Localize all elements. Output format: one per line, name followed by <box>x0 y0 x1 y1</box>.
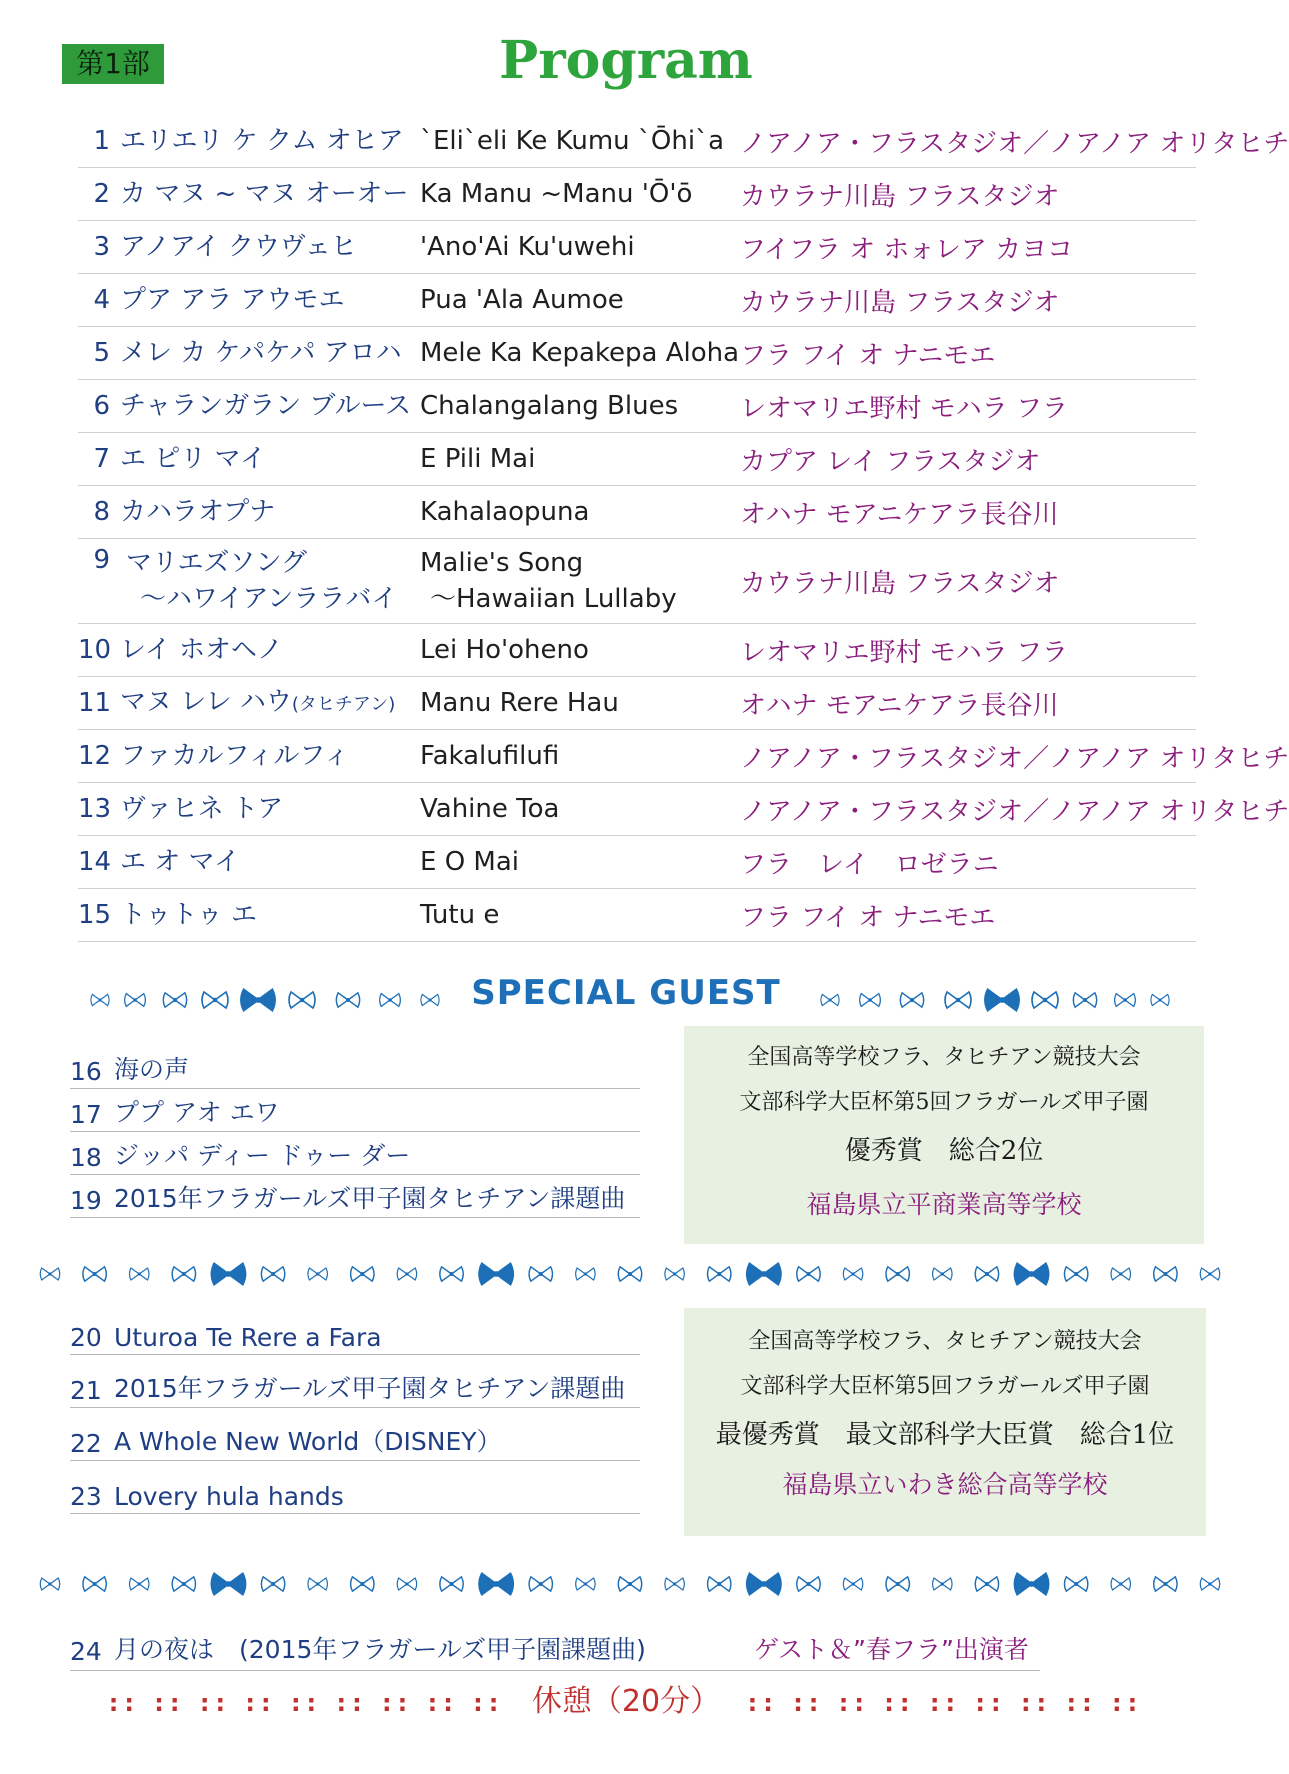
award-school: 福島県立平商業高等学校 <box>806 1190 1082 1219</box>
program-title-en: Chalangalang Blues <box>420 391 679 421</box>
award-box-2 <box>684 1308 1206 1536</box>
bow-ornament-icon <box>261 1577 284 1591</box>
bow-ornament-icon <box>618 1577 641 1591</box>
program-row <box>78 115 1289 168</box>
program-title-ja: エ オ マイ <box>120 847 241 877</box>
program-performer: カウラナ川島 フラスタジオ <box>740 568 1060 599</box>
guest-item-number: 23 <box>70 1482 102 1511</box>
bow-ornament-icon <box>886 1267 909 1281</box>
ornament-divider-middle <box>40 1254 1220 1294</box>
program-title-ja <box>120 545 420 617</box>
award-school: 福島県立いわき総合高等学校 <box>782 1470 1108 1499</box>
bow-ornament-icon <box>933 1268 953 1280</box>
bow-ornament-icon <box>529 1577 552 1591</box>
guest-item-title: 2015年フラガールズ甲子園タヒチアン課題曲 <box>114 1374 626 1403</box>
program-row <box>78 836 1196 889</box>
page-title: Program <box>499 30 753 91</box>
program-number: 15 <box>78 900 112 930</box>
program-title-en-line2: 〜Hawaiian Lullaby <box>430 584 677 614</box>
program-row <box>78 221 1196 274</box>
bow-ornament-icon <box>708 1267 731 1281</box>
program-row <box>78 433 1196 486</box>
program-title-ja <box>120 684 420 723</box>
bow-ornament-icon <box>1200 1578 1220 1590</box>
program-title-ja-line1: マリエズソング <box>126 548 307 578</box>
program-title-en: E Pili Mai <box>420 444 536 474</box>
guest-item-number: 16 <box>70 1057 102 1086</box>
award-line-1: 全国高等学校フラ、タヒチアン競技大会 <box>747 1045 1141 1070</box>
program-title-ja: メレ カ ケパケパ アロハ <box>120 338 402 368</box>
bow-ornament-icon <box>975 1577 998 1591</box>
program-title-en: Mele Ka Kepakepa Aloha <box>420 338 740 368</box>
award-line-3: 優秀賞 総合2位 <box>844 1136 1044 1166</box>
bow-ornament-icon <box>440 1577 463 1591</box>
finale-performers: ゲスト＆”春フラ”出演者 <box>754 1635 1029 1664</box>
program-row <box>78 889 1196 942</box>
bow-ornament-icon <box>1154 1267 1177 1281</box>
program-performer: フラ フイ オ ナニモエ <box>740 902 996 933</box>
program-title-en: Fakalufilufi <box>420 741 560 771</box>
guest-item-title: 海の声 <box>114 1055 190 1084</box>
program-title-en: Ka Manu ~Manu 'Ō'ō <box>420 179 693 209</box>
program-number: 1 <box>93 126 110 156</box>
bow-ornament-icon <box>40 1268 60 1280</box>
guest-item-number: 20 <box>70 1323 102 1352</box>
bow-ornament-icon <box>83 1577 106 1591</box>
program-number: 10 <box>78 635 112 665</box>
program-title-ja: ファカルフィルフィ <box>120 741 350 771</box>
guest-item-title: ププ アオ エワ <box>114 1098 280 1127</box>
program-performer: ノアノア・フラスタジオ／ノアノア オリタヒチ <box>740 128 1289 159</box>
bow-ornament-icon <box>1064 1577 1087 1591</box>
bow-ornament-icon <box>212 1574 246 1595</box>
program-number: 11 <box>78 688 112 718</box>
bow-ornament-icon <box>618 1267 641 1281</box>
finale-number: 24 <box>70 1637 102 1666</box>
bow-ornament-icon <box>747 1574 781 1595</box>
program-title-en <box>420 545 740 617</box>
award-line-1: 全国高等学校フラ、タヒチアン競技大会 <box>748 1329 1142 1354</box>
program-number: 3 <box>93 232 110 262</box>
program-row <box>78 539 1196 624</box>
bow-ornament-icon <box>308 1578 328 1590</box>
guest-item-title: ジッパ ディー ドゥー ダー <box>114 1141 411 1170</box>
program-number: 2 <box>93 179 110 209</box>
guest-item-number: 18 <box>70 1143 102 1172</box>
program-number: 13 <box>78 794 112 824</box>
intermission-dots-right: :: :: :: :: :: :: :: :: :: <box>747 1689 1144 1717</box>
program-number: 14 <box>78 847 112 877</box>
bow-ornament-icon <box>129 1268 149 1280</box>
bow-ornament-icon <box>665 1578 685 1590</box>
program-title-ja: カハラオプナ <box>120 497 276 527</box>
bow-ornament-icon <box>797 1267 820 1281</box>
program-row <box>78 783 1289 836</box>
guest-item <box>70 1132 640 1175</box>
guest-item-number: 19 <box>70 1186 102 1215</box>
bow-ornament-icon <box>172 1267 195 1281</box>
program-title-ja: ヴァヒネ トア <box>120 794 284 824</box>
program-number: 7 <box>93 444 110 474</box>
guest-item <box>70 1306 640 1355</box>
program-title-en: 'Ano'Ai Ku'uwehi <box>420 232 635 262</box>
bow-ornament-icon <box>933 1578 953 1590</box>
program-title-en: E O Mai <box>420 847 520 877</box>
program-title-en: Kahalaopuna <box>420 497 590 527</box>
guest-item <box>70 1408 640 1461</box>
program-row <box>78 677 1196 730</box>
intermission-label: 休憩（20分） <box>531 1684 721 1719</box>
program-performer: レオマリエ野村 モハラ フラ <box>740 393 1069 424</box>
bow-ornament-icon <box>440 1267 463 1281</box>
special-guest-label: SPECIAL GUEST <box>471 973 781 1013</box>
program-performer: カプア レイ フラスタジオ <box>740 446 1041 477</box>
bow-ornament-icon <box>261 1267 284 1281</box>
bow-ornament-icon <box>212 1264 246 1285</box>
program-performer: オハナ モアニケアラ長谷川 <box>740 499 1059 530</box>
program-title-ja-main: マヌ レレ ハウ <box>120 686 292 717</box>
guest-list-1 <box>70 1046 640 1218</box>
program-number: 4 <box>93 285 110 315</box>
program-performer: ノアノア・フラスタジオ／ノアノア オリタヒチ <box>740 796 1289 827</box>
guest-item-number: 17 <box>70 1100 102 1129</box>
program-title-ja: カ マヌ ~ マヌ オーオー <box>120 179 409 209</box>
bow-ornament-icon <box>665 1268 685 1280</box>
bow-ornament-icon <box>397 1268 417 1280</box>
bow-ornament-icon <box>351 1577 374 1591</box>
program-title-ja: アノアイ クウヴェヒ <box>120 232 357 262</box>
bow-ornament-icon <box>708 1577 731 1591</box>
bow-ornament-icon <box>797 1577 820 1591</box>
bow-ornament-icon <box>129 1578 149 1590</box>
guest-item-title: Lovery hula hands <box>114 1482 344 1511</box>
program-number: 6 <box>93 391 110 421</box>
program-number: 8 <box>93 497 110 527</box>
bow-ornament-icon <box>479 1574 513 1595</box>
bow-ornament-icon <box>576 1268 596 1280</box>
guest-item <box>70 1461 640 1514</box>
bow-ornament-icon <box>1015 1574 1049 1595</box>
program-row <box>78 327 1196 380</box>
program-number: 5 <box>93 338 110 368</box>
program-title-en-line1: Malie's Song <box>420 548 584 578</box>
program-performer: ノアノア・フラスタジオ／ノアノア オリタヒチ <box>740 743 1289 774</box>
program-performer: フイフラ オ ホォレア カヨコ <box>740 234 1074 265</box>
guest-item-title: A Whole New World（DISNEY） <box>114 1427 502 1456</box>
program-performer: フラ レイ ロゼラニ <box>740 849 999 880</box>
bow-ornament-icon <box>1015 1264 1049 1285</box>
bow-ornament-icon <box>172 1577 195 1591</box>
program-row <box>78 380 1196 433</box>
program-row <box>78 168 1196 221</box>
program-row <box>78 624 1196 677</box>
program-row <box>78 486 1196 539</box>
guest-item-title: 2015年フラガールズ甲子園タヒチアン課題曲 <box>114 1184 626 1213</box>
award-box-1 <box>684 1026 1204 1244</box>
bow-ornament-icon <box>308 1268 328 1280</box>
program-title-en: Lei Ho'oheno <box>420 635 589 665</box>
bow-ornament-icon <box>1111 1578 1131 1590</box>
bow-ornament-icon <box>1064 1267 1087 1281</box>
program-title-en: Manu Rere Hau <box>420 688 619 718</box>
guest-item-number: 21 <box>70 1376 102 1405</box>
finale-title: 月の夜は (2015年フラガールズ甲子園課題曲) <box>114 1635 646 1664</box>
award-line-2: 文部科学大臣杯第5回フラガールズ甲子園 <box>740 1374 1150 1399</box>
award-line-3: 最優秀賞 最文部科学大臣賞 総合1位 <box>715 1420 1175 1450</box>
program-title-ja-note: (タヒチアン) <box>291 693 396 715</box>
program-number: 9 <box>93 545 110 575</box>
program-title-en: Pua 'Ala Aumoe <box>420 285 624 315</box>
program-performer: カウラナ川島 フラスタジオ <box>740 181 1060 212</box>
program-performer: オハナ モアニケアラ長谷川 <box>740 690 1059 721</box>
guest-item <box>70 1046 640 1089</box>
bow-ornament-icon <box>529 1267 552 1281</box>
guest-item <box>70 1355 640 1408</box>
program-title-ja: トゥトゥ エ <box>120 900 257 930</box>
bow-ornament-icon <box>975 1267 998 1281</box>
bow-ornament-icon <box>1200 1268 1220 1280</box>
bow-ornament-icon <box>351 1267 374 1281</box>
program-title-ja: チャランガラン ブルース <box>120 391 412 421</box>
bow-ornament-icon <box>843 1578 863 1590</box>
program-performer: レオマリエ野村 モハラ フラ <box>740 637 1069 668</box>
program-title-ja: レイ ホオヘノ <box>120 635 283 665</box>
program-row <box>78 730 1289 783</box>
guest-item <box>70 1175 640 1218</box>
bow-ornament-icon <box>576 1578 596 1590</box>
bow-ornament-icon <box>1154 1577 1177 1591</box>
intermission <box>0 1676 1252 1720</box>
program-title-ja-line2: 〜ハワイアンララバイ <box>140 584 398 614</box>
program-title-en: `Eli`eli Ke Kumu `Ōhi`a <box>420 126 725 156</box>
program-title-ja: エ ピリ マイ <box>120 444 267 474</box>
program-title-en: Vahine Toa <box>420 794 560 824</box>
program-number: 12 <box>78 741 112 771</box>
program-title-en: Tutu e <box>420 900 500 930</box>
guest-list-2 <box>70 1306 640 1514</box>
part-badge: 第1部 <box>62 44 164 84</box>
intermission-dots-left: :: :: :: :: :: :: :: :: :: <box>108 1689 505 1717</box>
program-performer: フラ フイ オ ナニモエ <box>740 340 996 371</box>
guest-item-title: Uturoa Te Rere a Fara <box>114 1323 382 1352</box>
program-title-ja: エリエリ ケ クム オヒア <box>120 126 404 156</box>
finale-row <box>70 1620 1040 1671</box>
guest-item <box>70 1089 640 1132</box>
program-list <box>78 115 1289 942</box>
ornament-divider-bottom <box>40 1564 1220 1604</box>
award-line-2: 文部科学大臣杯第5回フラガールズ甲子園 <box>739 1090 1149 1115</box>
guest-item-number: 22 <box>70 1429 102 1458</box>
bow-ornament-icon <box>747 1264 781 1285</box>
bow-ornament-icon <box>83 1267 106 1281</box>
bow-ornament-icon <box>479 1264 513 1285</box>
program-title-ja: プア アラ アウモエ <box>120 285 345 315</box>
bow-ornament-icon <box>397 1578 417 1590</box>
program-row <box>78 274 1196 327</box>
bow-ornament-icon <box>886 1577 909 1591</box>
program-performer: カウラナ川島 フラスタジオ <box>740 287 1060 318</box>
bow-ornament-icon <box>40 1578 60 1590</box>
bow-ornament-icon <box>1111 1268 1131 1280</box>
bow-ornament-icon <box>843 1268 863 1280</box>
